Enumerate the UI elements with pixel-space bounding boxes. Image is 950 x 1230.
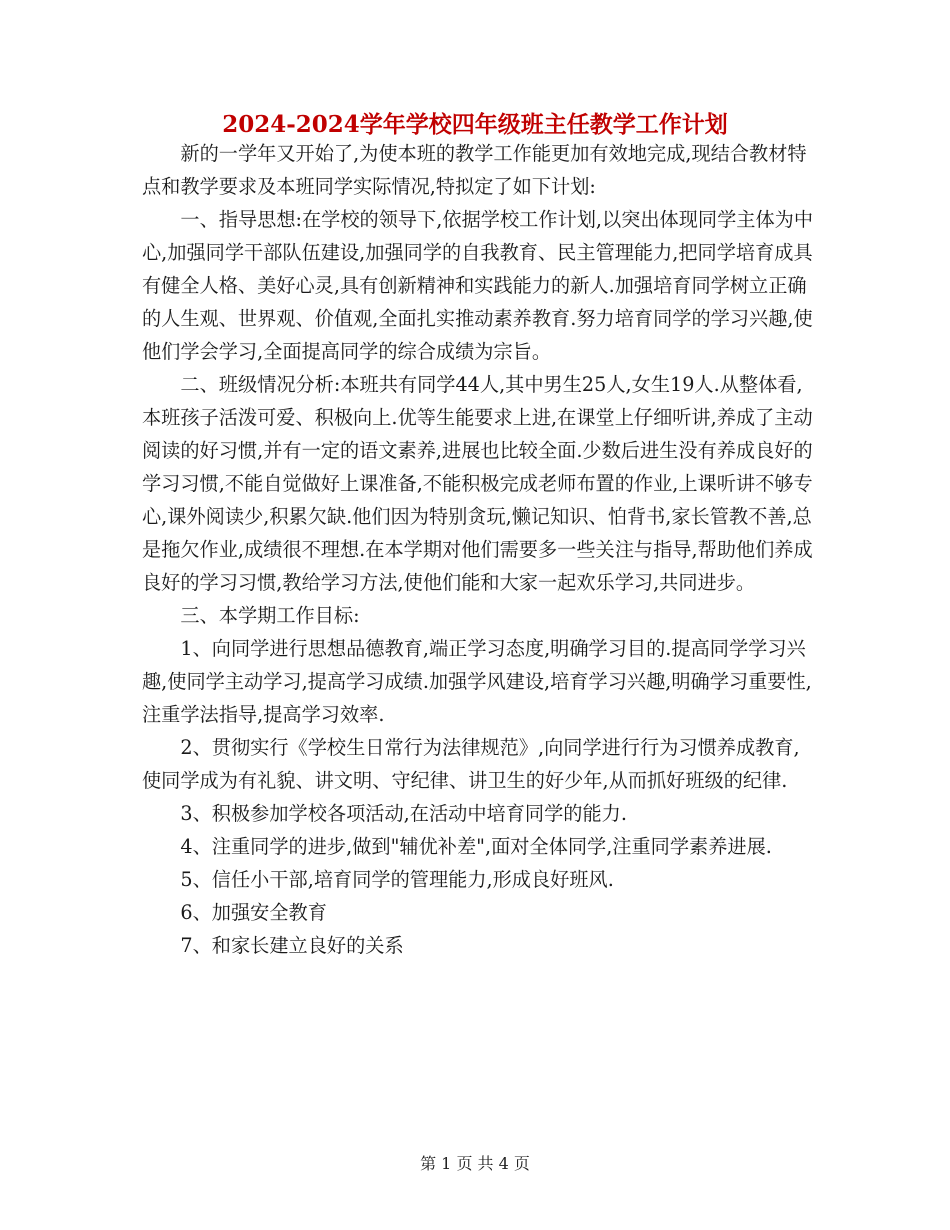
class-analysis-paragraph: 二、班级情况分析:本班共有同学44人,其中男生25人,女生19人.从整体看,本班孩子活泼可爱、积极向上.优等生能要求上进,在课堂上仔细听讲,养成了主动阅读的好习惯,并有一定的语文素养,进展也比较全面.少数后进生没有养成良好的学习习惯,不能自觉做好上课准备,不能积极完成老师布置的作业,上课听讲不够专心,课外阅读少,积累欠缺.他们因为特别贪玩,懒记知识、怕背书,家长管教不善,总是拖欠作业,成绩很不理想.在本学期对他们需要多一些关注与指导,帮助他们养成良好的学习习惯,教给学习方法,使他们能和大家一起欢乐学习,共同进步。 [142,373,813,594]
document-title: 2024-2024学年学校四年级班主任教学工作计划 [222,111,728,138]
goal-item-1: 1、向同学进行思想品德教育,端正学习态度,明确学习目的.提高同学学习兴趣,使同学主动学习,提高学习成绩.加强学风建设,培育学习兴趣,明确学习重要性,注重学法指导,提高学习效率. [142,637,812,726]
page-number-footer: 第 1 页 共 4 页 [420,1154,530,1173]
goal-item-4: 4、注重同学的进步,做到"辅优补差",面对全体同学,注重同学素养进展. [180,835,772,858]
goal-item-6: 6、加强安全教育 [180,901,327,924]
intro-paragraph: 新的一学年又开始了,为使本班的教学工作能更加有效地完成,现结合教材特点和教学要求及本班同学实际情况,特拟定了如下计划: [142,142,807,198]
guiding-thought-paragraph: 一、指导思想:在学校的领导下,依据学校工作计划,以突出体现同学主体为中心,加强同学干部队伍建设,加强同学的自我教育、民主管理能力,把同学培育成具有健全人格、美好心灵,具有创新精神和实践能力的新人.加强培育同学树立正确的人生观、世界观、价值观,全面扎实推动素养教育.努力培育同学的学习兴趣,使他们学会学习,全面提高同学的综合成绩为宗旨。 [142,208,814,363]
goal-item-2: 2、贯彻实行《学校生日常行为法律规范》,向同学进行行为习惯养成教育,使同学成为有礼貌、讲文明、守纪律、讲卫生的好少年,从而抓好班级的纪律. [142,736,800,792]
goal-item-5: 5、信任小干部,培育同学的管理能力,形成良好班风. [180,868,614,891]
document-body [142,137,817,962]
goal-item-3: 3、积极参加学校各项活动,在活动中培育同学的能力. [180,802,627,825]
goals-heading: 三、本学期工作目标: [180,604,360,627]
goal-item-7: 7、和家长建立良好的关系 [180,934,404,957]
